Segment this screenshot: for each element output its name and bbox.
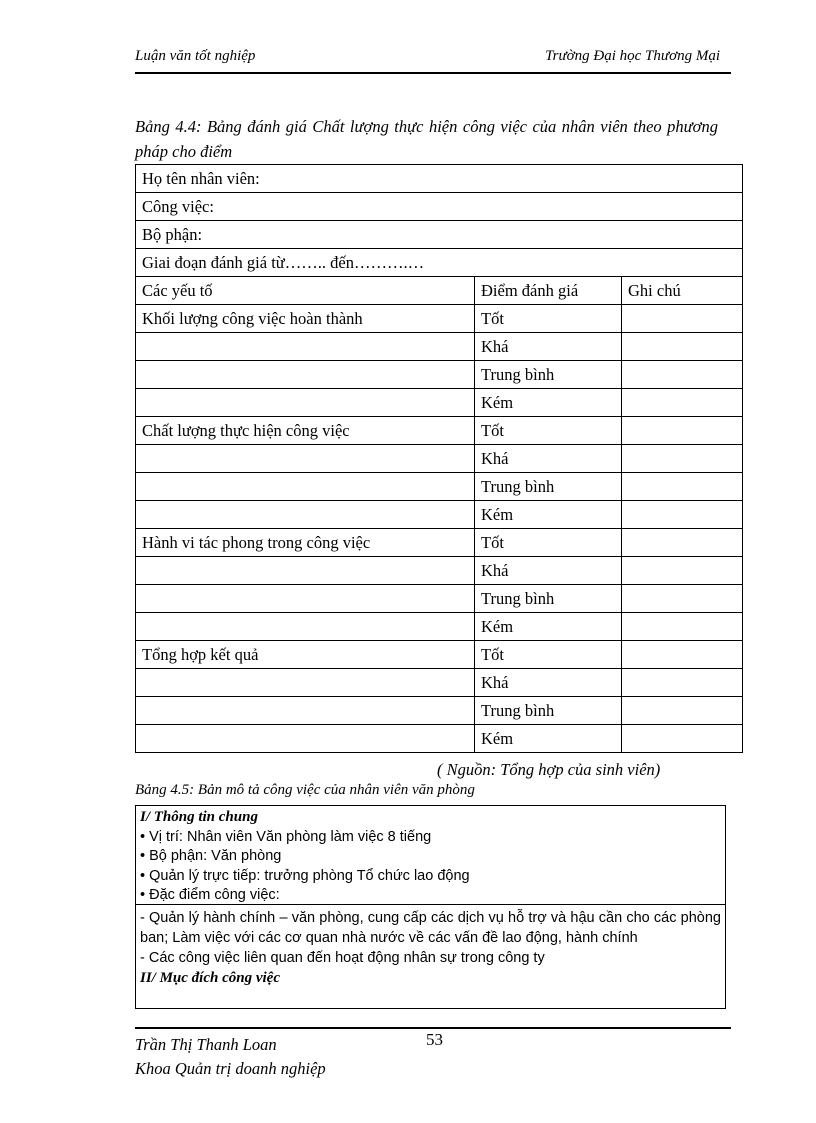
job-description-text-2: - Các công việc liên quan đến hoạt động nhân sự trong công ty bbox=[140, 950, 545, 966]
rating-cell: Trung bình bbox=[475, 585, 622, 613]
info-period: Giai đoạn đánh giá từ…….. đến……….… bbox=[136, 249, 743, 277]
rating-cell: Trung bình bbox=[475, 697, 622, 725]
footer-rule bbox=[135, 1027, 731, 1029]
note-cell bbox=[622, 725, 743, 753]
factor-cell bbox=[136, 669, 475, 697]
column-header-note: Ghi chú bbox=[622, 277, 743, 305]
rating-cell: Khá bbox=[475, 557, 622, 585]
factor-cell: Hành vi tác phong trong công việc bbox=[136, 529, 475, 557]
note-cell bbox=[622, 585, 743, 613]
section-title-job-purpose: II/ Mục đích công việc bbox=[140, 970, 280, 986]
list-item: • Bộ phận: Văn phòng bbox=[140, 848, 282, 864]
rating-cell: Kém bbox=[475, 613, 622, 641]
factor-cell: Chất lượng thực hiện công việc bbox=[136, 417, 475, 445]
factor-cell bbox=[136, 361, 475, 389]
page-header bbox=[135, 48, 720, 70]
note-cell bbox=[622, 669, 743, 697]
note-cell bbox=[622, 445, 743, 473]
header-right: Trường Đại học Thương Mại bbox=[545, 48, 720, 64]
table-row bbox=[136, 473, 743, 501]
factor-cell bbox=[136, 333, 475, 361]
rating-cell: Tốt bbox=[475, 529, 622, 557]
list-item: • Quản lý trực tiếp: trưởng phòng Tổ chức lao động bbox=[140, 867, 470, 884]
factor-cell bbox=[136, 473, 475, 501]
factor-cell bbox=[136, 725, 475, 753]
factor-cell bbox=[136, 501, 475, 529]
note-cell bbox=[622, 361, 743, 389]
rating-cell: Khá bbox=[475, 445, 622, 473]
footer-author: Trần Thị Thanh Loan bbox=[135, 1035, 277, 1054]
table-row bbox=[136, 725, 743, 753]
rating-cell: Khá bbox=[475, 333, 622, 361]
note-cell bbox=[622, 641, 743, 669]
rating-cell: Kém bbox=[475, 725, 622, 753]
factor-cell bbox=[136, 389, 475, 417]
table-row bbox=[136, 305, 743, 333]
header-rule bbox=[135, 72, 731, 74]
note-cell bbox=[622, 417, 743, 445]
list-item: • Đặc điểm công việc: bbox=[140, 887, 280, 903]
note-cell bbox=[622, 305, 743, 333]
page-footer bbox=[135, 1033, 326, 1081]
table-row bbox=[136, 529, 743, 557]
note-cell bbox=[622, 389, 743, 417]
column-header-score: Điểm đánh giá bbox=[475, 277, 622, 305]
note-cell bbox=[622, 697, 743, 725]
note-cell bbox=[622, 557, 743, 585]
page-number: 53 bbox=[426, 1030, 443, 1049]
info-employee-name: Họ tên nhân viên: bbox=[136, 165, 743, 193]
note-cell bbox=[622, 501, 743, 529]
table-row bbox=[136, 585, 743, 613]
note-cell bbox=[622, 529, 743, 557]
table-row bbox=[136, 557, 743, 585]
rating-cell: Kém bbox=[475, 389, 622, 417]
table-header-row bbox=[136, 277, 743, 305]
factor-cell bbox=[136, 557, 475, 585]
table-row bbox=[136, 361, 743, 389]
table-row bbox=[136, 249, 743, 277]
info-department: Bộ phận: bbox=[136, 221, 743, 249]
job-description-text: - Quản lý hành chính – văn phòng, cung cấp các dịch vụ hỗ trợ và hậu cần cho các phòng ban; Làm việc với các cơ quan nhà nước về các vấn đề lao động, hành chính bbox=[140, 910, 721, 946]
factor-cell bbox=[136, 697, 475, 725]
table-row bbox=[136, 669, 743, 697]
table-row bbox=[136, 417, 743, 445]
factor-cell bbox=[136, 613, 475, 641]
factor-cell bbox=[136, 585, 475, 613]
rating-cell: Tốt bbox=[475, 417, 622, 445]
table-source-note: ( Nguồn: Tổng hợp của sinh viên) bbox=[437, 760, 661, 779]
rating-cell: Trung bình bbox=[475, 473, 622, 501]
column-header-factor: Các yếu tố bbox=[136, 277, 475, 305]
rating-cell: Khá bbox=[475, 669, 622, 697]
table-row bbox=[136, 613, 743, 641]
note-cell bbox=[622, 333, 743, 361]
table-row bbox=[136, 165, 743, 193]
rating-cell: Tốt bbox=[475, 641, 622, 669]
table-4-4-caption: Bảng 4.4: Bảng đánh giá Chất lượng thực hiện công việc của nhân viên theo phương pháp cho điểm bbox=[135, 117, 718, 161]
table-row bbox=[136, 641, 743, 669]
note-cell bbox=[622, 473, 743, 501]
job-description-box bbox=[135, 905, 726, 1009]
table-row bbox=[136, 697, 743, 725]
table-row bbox=[136, 445, 743, 473]
section-title-general-info: I/ Thông tin chung bbox=[140, 809, 258, 825]
evaluation-table bbox=[135, 164, 743, 753]
table-row bbox=[136, 193, 743, 221]
factor-cell bbox=[136, 445, 475, 473]
table-row bbox=[136, 221, 743, 249]
table-row bbox=[136, 389, 743, 417]
table-row bbox=[136, 333, 743, 361]
rating-cell: Kém bbox=[475, 501, 622, 529]
table-4-5-caption: Bảng 4.5: Bản mô tả công việc của nhân viên văn phòng bbox=[135, 782, 475, 798]
table-row bbox=[136, 501, 743, 529]
footer-faculty: Khoa Quản trị doanh nghiệp bbox=[135, 1059, 326, 1078]
rating-cell: Trung bình bbox=[475, 361, 622, 389]
info-job: Công việc: bbox=[136, 193, 743, 221]
note-cell bbox=[622, 613, 743, 641]
rating-cell: Tốt bbox=[475, 305, 622, 333]
general-info-box bbox=[135, 805, 726, 905]
factor-cell: Tổng hợp kết quả bbox=[136, 641, 475, 669]
factor-cell: Khối lượng công việc hoàn thành bbox=[136, 305, 475, 333]
list-item: • Vị trí: Nhân viên Văn phòng làm việc 8 tiếng bbox=[140, 828, 432, 845]
header-left: Luận văn tốt nghiệp bbox=[135, 48, 256, 64]
